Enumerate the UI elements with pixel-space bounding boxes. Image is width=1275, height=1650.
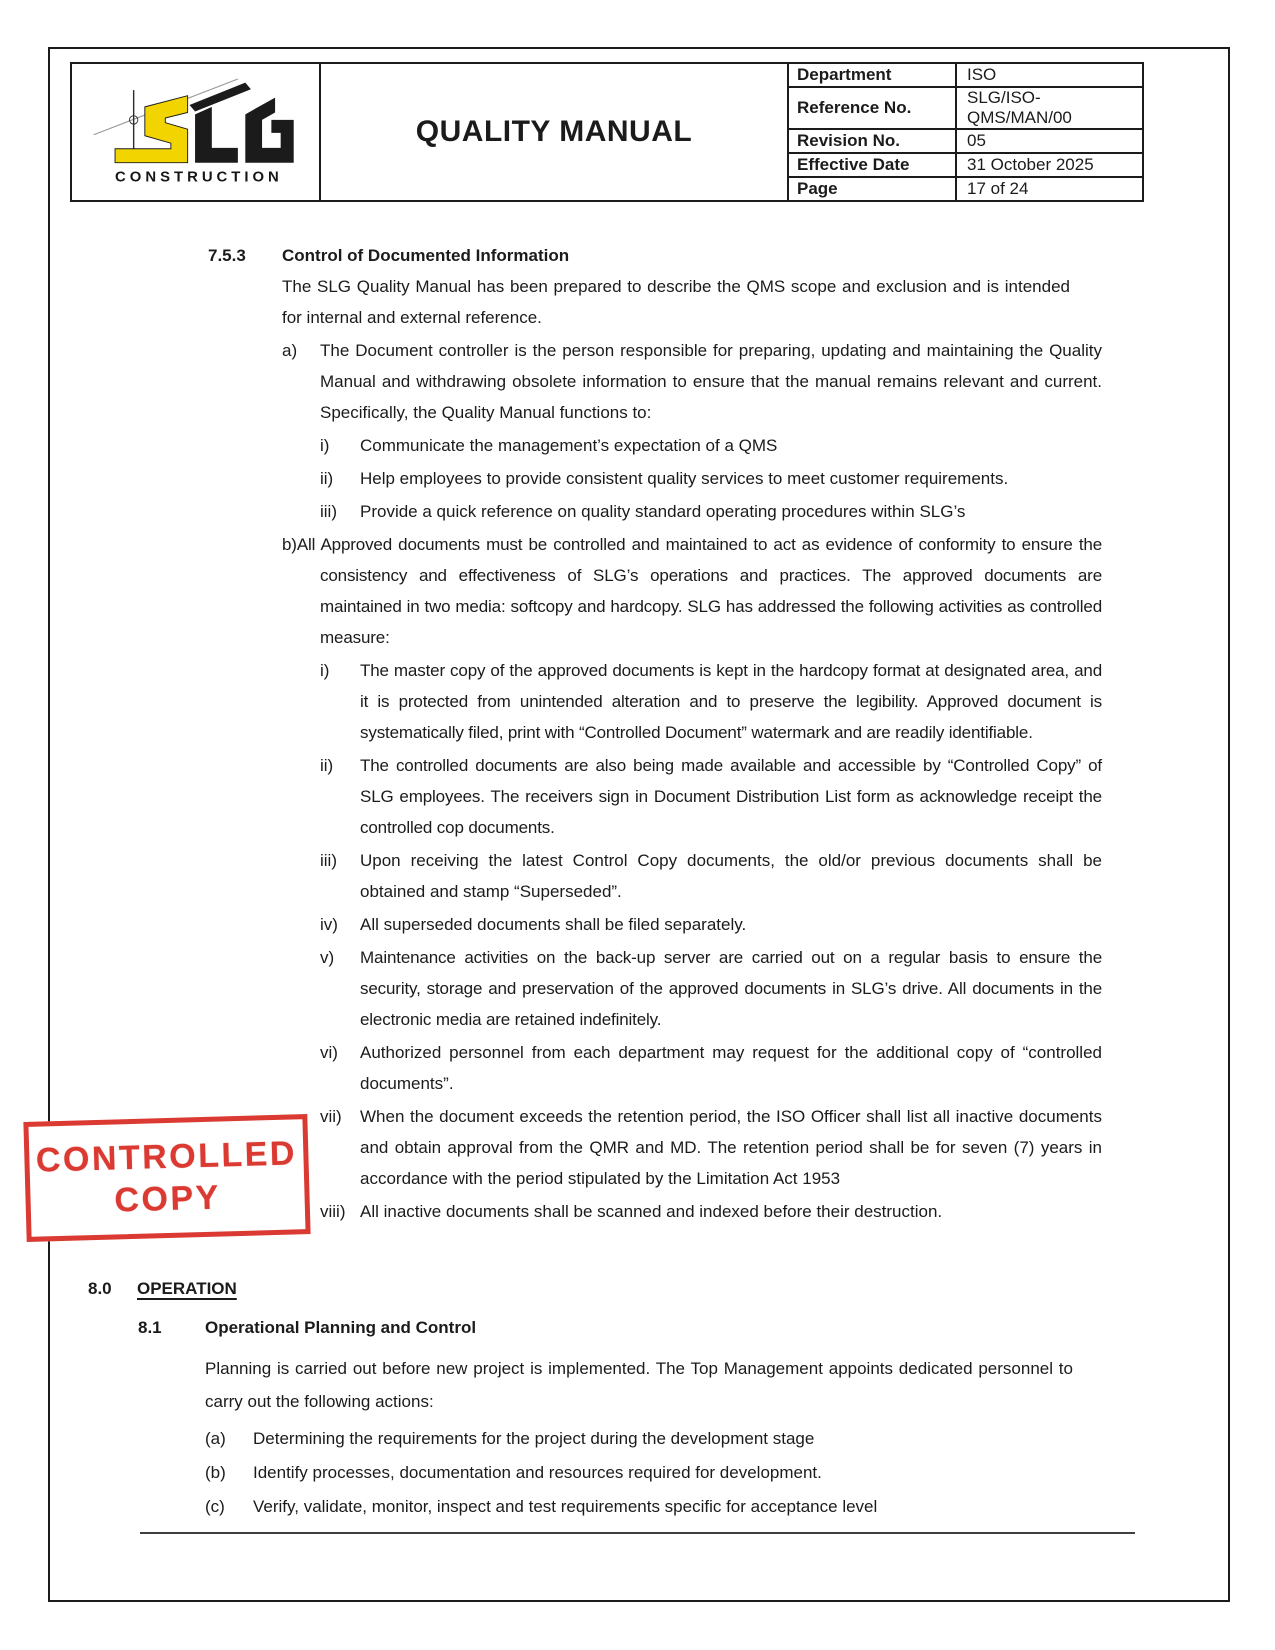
- list-item-iii: [320, 496, 1102, 527]
- list-item-viii: [320, 1196, 1102, 1227]
- list-item-v: [320, 942, 1102, 1035]
- footer-divider: [140, 1532, 1135, 1534]
- list-item-text: Determining the requirements for the project during the development stage: [253, 1429, 815, 1448]
- list-item-i: [320, 655, 1102, 748]
- info-label: Effective Date: [789, 154, 957, 176]
- title-cell: [321, 64, 789, 200]
- info-row-page: [789, 178, 1142, 200]
- list-item-text: Help employees to provide consistent quality services to meet customer requirements.: [360, 469, 1009, 488]
- section-number: 8.0: [88, 1279, 112, 1298]
- list-item-iv: [320, 909, 1102, 940]
- list-item-text: Authorized personnel from each department may request for the additional copy of “controlled documents”.: [360, 1043, 1102, 1093]
- info-row-reference-no: [789, 88, 1142, 130]
- list-marker: iii): [320, 502, 337, 521]
- section-heading: OPERATION: [137, 1279, 237, 1298]
- info-label: Department: [789, 64, 957, 86]
- info-row-effective-date: [789, 154, 1142, 178]
- controlled-copy-stamp: [23, 1114, 310, 1242]
- list-marker: i): [320, 661, 330, 680]
- list-item-b: [282, 529, 1102, 653]
- list-item-b: [205, 1456, 1102, 1489]
- info-label: Page: [789, 178, 957, 200]
- list-marker: a): [282, 341, 298, 360]
- list-item-c: [205, 1490, 1102, 1523]
- section-intro-paragraph: The SLG Quality Manual has been prepared to describe the QMS scope and exclusion and is intended for internal and external reference.: [282, 277, 1070, 327]
- list-item-text: The Document controller is the person responsible for preparing, updating and maintaining the Quality Manual and withdrawing obsolete information to ensure that the manual remains relevant and current. Specifically, the Quality Manual functions to:: [320, 341, 1102, 422]
- slg-construction-logo-icon: [89, 71, 303, 193]
- list-marker: vii): [320, 1107, 342, 1126]
- list-item-text: All Approved documents must be controlled and maintained to act as evidence of conformity to ensure the consistency and effectiveness of SLG’s operations and practices. The approved documents are maintained in two media: softcopy and hardcopy. SLG has addressed the following activities as controlled measure:: [296, 535, 1102, 647]
- section-heading: Control of Documented Information: [282, 246, 570, 265]
- list-item-ii: [320, 750, 1102, 843]
- list-item-text: The master copy of the approved documents is kept in the hardcopy format at designated area, and it is protected from unintended alteration and to preserve the legibility. Approved document is systematically filed, print with “Controlled Document” watermark and are readily identifiable.: [360, 661, 1102, 742]
- section-7-5-3: [208, 240, 1102, 1229]
- list-marker: v): [320, 948, 335, 967]
- info-label: Reference No.: [789, 88, 957, 128]
- list-marker: viii): [320, 1202, 346, 1221]
- list-item-text: All superseded documents shall be filed separately.: [360, 915, 747, 934]
- list-marker: iii): [320, 851, 337, 870]
- roman-list-b: [320, 655, 1102, 1227]
- logo-wordmark: CONSTRUCTION: [114, 169, 281, 186]
- section-number: 7.5.3: [208, 246, 246, 265]
- list-item-a: [282, 335, 1102, 428]
- list-item-text: Upon receiving the latest Control Copy documents, the old/or previous documents shall be obtained and stamp “Superseded”.: [360, 851, 1102, 901]
- subsection-heading: Operational Planning and Control: [205, 1318, 477, 1337]
- info-value: 05: [967, 131, 986, 150]
- subsection-number: 8.1: [138, 1318, 162, 1337]
- list-item-text: Verify, validate, monitor, inspect and test requirements specific for acceptance level: [253, 1497, 878, 1516]
- list-marker: (c): [205, 1497, 225, 1516]
- stamp-line-2: COPY: [113, 1178, 222, 1220]
- document-info-table: [789, 64, 1142, 200]
- list-item-i: [320, 430, 1102, 461]
- info-value: SLG/ISO-QMS/MAN/00: [967, 88, 1072, 127]
- info-row-revision-no: [789, 130, 1142, 154]
- list-item-text: Communicate the management’s expectation of a QMS: [360, 436, 778, 455]
- list-item-vii: [320, 1101, 1102, 1194]
- stamp-line-1: CONTROLLED: [35, 1133, 298, 1180]
- list-item-text: Identify processes, documentation and resources required for development.: [253, 1463, 822, 1482]
- list-item-text: The controlled documents are also being made available and accessible by “Controlled Copy” of SLG employees. The receivers sign in Document Distribution List form as acknowledge receipt the controlled cop documents.: [360, 756, 1102, 837]
- roman-list-a: [320, 430, 1102, 527]
- list-marker: (b): [205, 1463, 226, 1482]
- document-header-table: [70, 62, 1144, 202]
- list-item-a: [205, 1422, 1102, 1455]
- list-marker: vi): [320, 1043, 338, 1062]
- section-8: [88, 1272, 1102, 1524]
- list-item-text: When the document exceeds the retention period, the ISO Officer shall list all inactive documents and obtain approval from the QMR and MD. The retention period shall be for seven (7) years in accordance with the period stipulated by the Limitation Act 1953: [360, 1107, 1102, 1188]
- list-item-ii: [320, 463, 1102, 494]
- document-title: QUALITY MANUAL: [415, 115, 693, 148]
- list-item-text: Maintenance activities on the back-up server are carried out on a regular basis to ensure the security, storage and preservation of the approved documents in SLG’s drive. All documents in the electronic media are retained indefinitely.: [360, 948, 1102, 1029]
- info-label: Revision No.: [789, 130, 957, 152]
- subsection-paragraph: Planning is carried out before new project is implemented. The Top Management appoints dedicated personnel to carry out the following actions:: [205, 1359, 1073, 1411]
- list-marker: b): [282, 535, 297, 554]
- list-item-vi: [320, 1037, 1102, 1099]
- list-marker: ii): [320, 469, 334, 488]
- list-marker: ii): [320, 756, 334, 775]
- info-value: ISO: [967, 65, 997, 84]
- info-value: 17 of 24: [967, 179, 1029, 198]
- list-marker: iv): [320, 915, 338, 934]
- list-marker: i): [320, 436, 330, 455]
- logo-cell: [72, 64, 321, 200]
- info-value: 31 October 2025: [967, 155, 1094, 174]
- list-marker: (a): [205, 1429, 226, 1448]
- list-item-text: All inactive documents shall be scanned and indexed before their destruction.: [360, 1202, 943, 1221]
- info-row-department: [789, 64, 1142, 88]
- list-item-text: Provide a quick reference on quality standard operating procedures within SLG’s: [360, 502, 966, 521]
- list-item-iii: [320, 845, 1102, 907]
